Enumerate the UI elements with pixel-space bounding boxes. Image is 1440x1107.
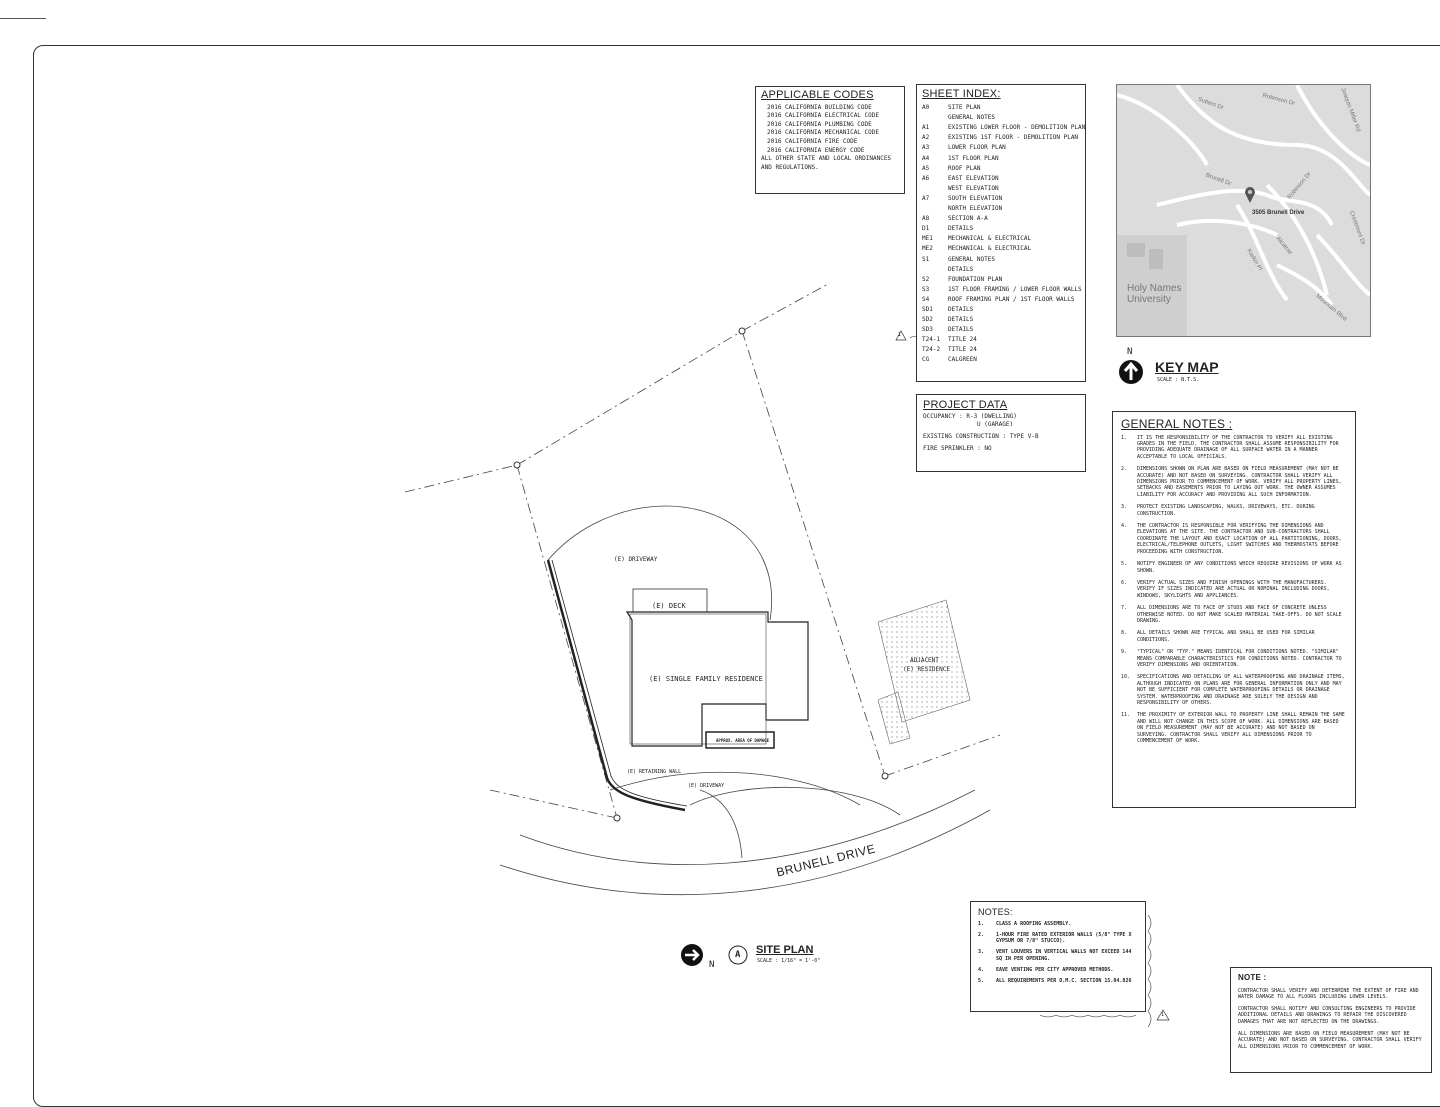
sheet-description: MECHANICAL & ELECTRICAL — [948, 245, 1032, 253]
general-note — [1121, 649, 1347, 668]
key-map-street-6: Crestmont Dr — [1347, 210, 1366, 246]
fire-note-paragraph: ALL DIMENSIONS ARE BASED ON FIELD MEASUREMENT (MAY NOT BE ACCURATE) AND NOT BASED ON SURVEYING. CONTRACTOR SHALL VERIFY ALL DIMENSIONS PRIOR TO COMMENCEMENT OF WORK. — [1238, 1031, 1422, 1050]
code-item: 2016 CALIFORNIA MECHANICAL CODE — [767, 129, 879, 137]
sheet-index-row — [922, 275, 1080, 285]
sheet-description: DETAILS — [948, 265, 974, 273]
project-data-box — [916, 394, 1086, 472]
sheet-description: SECTION A-A — [948, 215, 988, 223]
sheet-description: EXISTING LOWER FLOOR - DEMOLITION PLAN — [948, 124, 1086, 132]
sheet-index-row — [922, 174, 1080, 184]
sheet-index-row — [922, 285, 1080, 295]
construction-line: EXISTING CONSTRUCTION : TYPE V-B — [923, 433, 1039, 440]
sheet-index-row — [922, 234, 1080, 244]
sheet-code — [922, 184, 942, 194]
general-note-text: "TYPICAL" OR "TYP." MEANS IDENTICAL FOR CONDITIONS NOTED. "SIMILAR" MEANS COMPARABLE CHARACTERISTICS FOR CONDITIONS NOTED. CONTRACTOR TO VERIFY DIMENSIONS AND ORIENTATION. — [1137, 649, 1342, 668]
fire-note-paragraph: CONTRACTOR SHALL VERIFY AND DETERMINE THE EXTENT OF FIRE AND WATER DAMAGE TO ALL FLOORS INCLUDING LOWER LEVELS. — [1238, 987, 1419, 1000]
notes-box — [970, 901, 1146, 1012]
general-note-number: 1. — [1121, 434, 1128, 441]
retaining-wall-label: (E) RETAINING WALL — [627, 769, 682, 775]
sheet-index-row — [922, 103, 1080, 113]
key-map-image — [1116, 84, 1371, 337]
sheet-description: ROOF PLAN — [948, 164, 981, 172]
key-map-street-2: Robinson Dr — [1261, 92, 1296, 108]
sheet-code: A8 — [922, 215, 930, 223]
note-text: EAVE VENTING PER CITY APPROVED METHODS. — [996, 967, 1114, 974]
code-item: 2016 CALIFORNIA FIRE CODE — [767, 137, 858, 145]
sheet-code: T24-1 — [922, 336, 941, 344]
key-map-pin-label: 3505 Brunell Drive — [1252, 210, 1305, 216]
sheet-index-title: SHEET INDEX: — [922, 88, 1001, 100]
sheet-description: LOWER FLOOR PLAN — [948, 144, 1006, 152]
keymap-north-label: N — [1127, 347, 1133, 357]
general-note-text: PROTECT EXISTING LANDSCAPING, WALKS, DRIVEWAYS, ETC. DURING CONSTRUCTION. — [1137, 504, 1315, 517]
general-note — [1121, 674, 1347, 706]
sheet-index-row — [922, 133, 1080, 143]
sheet-code: ME1 — [922, 235, 933, 243]
sheet-description: 1ST FLOOR PLAN — [948, 154, 999, 162]
sheet-description: MECHANICAL & ELECTRICAL — [948, 235, 1032, 243]
general-note — [1121, 630, 1347, 643]
fire-note-list — [1238, 988, 1424, 1050]
general-note-number: 10. — [1121, 674, 1131, 681]
sheet-code: ME2 — [922, 245, 933, 253]
general-note-text: SPECIFICATIONS AND DETAILING OF ALL WATERPROOFING AND DRAINAGE ITEMS, ALTHOUGH INDICATED ON PLANS ARE FOR GENERAL INFORMATION ONLY AND MAY NOT BE SUFFICIENT FOR COMPLETE WATERPROOFING DETAILS OR DRAINAGE SYSTEM. WATERPROOFING AND DRAINAGE ARE SOLELY THE DESIGN AND RESPONSIBILITY OF OTHERS. — [1137, 674, 1345, 706]
sheet-index-row — [922, 184, 1080, 194]
note-item — [978, 967, 1138, 973]
general-note-number: 4. — [1121, 523, 1128, 530]
note-text: 1-HOUR FIRE RATED EXTERIOR WALLS (5/8" TYPE X GYPSUM OR 7/8" STUCCO). — [996, 931, 1132, 945]
sheet-description: DETAILS — [948, 305, 974, 313]
general-note-number: 9. — [1121, 649, 1128, 656]
sheet-index-row — [922, 113, 1080, 123]
general-note — [1121, 580, 1347, 599]
sheet-index-row — [922, 255, 1080, 265]
applicable-codes-box — [755, 86, 905, 194]
general-note — [1121, 523, 1347, 555]
sheet-index-row — [922, 164, 1080, 174]
general-notes-list — [1121, 435, 1347, 745]
general-note-number: 2. — [1121, 466, 1128, 473]
key-map-street-9: Alcatraz — [1274, 235, 1294, 257]
sheet-code: SD3 — [922, 326, 933, 334]
sheet-index-row — [922, 305, 1080, 315]
note-item — [978, 978, 1138, 984]
notes-list — [978, 921, 1138, 985]
applicable-codes-footer: ALL OTHER STATE AND LOCAL ORDINANCES AND REGULATIONS. — [761, 155, 892, 171]
sheet-index-row — [922, 143, 1080, 153]
sheet-description: WEST ELEVATION — [948, 184, 999, 192]
site-plan-north-label: N — [709, 960, 715, 970]
sheet-description: DETAILS — [948, 225, 974, 233]
sheet-index-row — [922, 244, 1080, 254]
sheet-code: A3 — [922, 144, 930, 152]
general-note — [1121, 504, 1347, 517]
general-note-number: 7. — [1121, 605, 1128, 612]
note-text: ALL REQUIREMENTS PER O.M.C. SECTION 15.04.826 — [996, 978, 1132, 985]
general-note-text: DIMENSIONS SHOWN ON PLAN ARE BASED ON FIELD MEASUREMENT (MAY NOT BE ACCURATE) AND NOT BASED ON SURVEYING. CONTRACTOR SHALL VERIFY ALL DIMENSIONS PRIOR TO COMMENCEMENT OF WORK. VERIFY ALL PROPERTY LINES, SETBACKS AND EASEMENTS PRIOR TO LAYING OUT WORK. THE OWNER ASSUMES LIABILITY FOR ACCURACY AND PROVIDING ALL SUCH INFORMATION. — [1137, 466, 1342, 498]
note-number: 4. — [978, 967, 985, 974]
driveway-bottom-label: (E) DRIVEWAY — [688, 783, 725, 789]
sheet-index-row — [922, 194, 1080, 204]
site-plan-scale: SCALE : 1/16" = 1'-0" — [757, 958, 821, 964]
sheet-index-box — [916, 84, 1086, 382]
sheet-description: NORTH ELEVATION — [948, 205, 1003, 213]
sheet-description: EXISTING 1ST FLOOR - DEMOLITION PLAN — [948, 134, 1079, 142]
sheet-index-row — [922, 154, 1080, 164]
sheet-index-row — [922, 325, 1080, 335]
sheet-code — [922, 265, 942, 275]
key-map-street-4: Brunell Dr — [1204, 172, 1232, 188]
sheet-description: EAST ELEVATION — [948, 174, 999, 182]
general-note-number: 11. — [1121, 712, 1131, 719]
sheet-description: GENERAL NOTES — [948, 255, 995, 263]
notes-title: NOTES: — [978, 907, 1013, 917]
sheet-index-row — [922, 335, 1080, 345]
sheet-index-row — [922, 214, 1080, 224]
key-map-street-3: Joaquin Miller Rd — [1339, 87, 1361, 133]
sheet-code: SD1 — [922, 305, 933, 313]
sheet-code: A7 — [922, 194, 930, 202]
site-plan-title: SITE PLAN — [756, 944, 814, 956]
property-corners — [514, 328, 888, 821]
occupancy-line: OCCUPANCY : R-3 (DWELLING) — [923, 413, 1017, 420]
general-note-number: 6. — [1121, 579, 1128, 586]
general-notes-title: GENERAL NOTES : — [1121, 417, 1233, 431]
fire-note-title: NOTE : — [1238, 973, 1267, 982]
keymap-scale: SCALE : N.T.S. — [1157, 377, 1200, 383]
sheet-description: DETAILS — [948, 316, 974, 324]
sheet-code: S1 — [922, 255, 930, 263]
sheet-code: A1 — [922, 124, 930, 132]
general-note-text: NOTIFY ENGINEER OF ANY CONDITIONS WHICH REQUIRE REVISIONS OF WORK AS SHOWN. — [1137, 561, 1342, 574]
sheet-index-row — [922, 295, 1080, 305]
sheet-code: A0 — [922, 104, 930, 112]
note-text: CLASS A ROOFING ASSEMBLY. — [996, 920, 1072, 927]
sheet-code — [922, 204, 942, 214]
driveway-top-label: (E) DRIVEWAY — [614, 556, 658, 563]
general-notes-box — [1112, 411, 1356, 808]
sheet-code: SD2 — [922, 316, 933, 324]
site-plan-detail-letter: A — [735, 950, 741, 960]
sheet-code: S4 — [922, 295, 930, 303]
keymap-title: KEY MAP — [1155, 359, 1219, 375]
fire-note-box — [1230, 967, 1432, 1073]
damage-label: APPROX. AREA OF DAMAGE — [716, 738, 769, 743]
general-note-text: ALL DETAILS SHOWN ARE TYPICAL AND SHALL BE USED FOR SIMILAR CONDITIONS. — [1137, 630, 1315, 643]
key-map-street-8: Karkin Pl — [1245, 248, 1263, 272]
code-item: 2016 CALIFORNIA BUILDING CODE — [767, 103, 872, 111]
general-note — [1121, 561, 1347, 574]
sheet-code: T24-2 — [922, 346, 941, 354]
code-item: 2016 CALIFORNIA ELECTRICAL CODE — [767, 112, 879, 120]
general-note-text: IT IS THE RESPONSIBILITY OF THE CONTRACTOR TO VERIFY ALL EXISTING GRADES IN THE FIELD. THE CONTRACTOR SHALL ASSUME RESPONSIBILITY FOR PROVIDING ADEQUATE DRAINAGE OF ALL SURFACE WATER IN A MANNER ACCEPTABLE TO LOCAL OFFICIALS. — [1137, 434, 1339, 460]
sheet-description: DETAILS — [948, 326, 974, 334]
sheet-index-list — [922, 103, 1086, 365]
occupancy-line-2: U (GARAGE) — [977, 421, 1014, 428]
deck-label: (E) DECK — [652, 602, 686, 610]
note-number: 3. — [978, 949, 985, 956]
key-map-street-1: Sutters Dr — [1196, 96, 1225, 112]
sheet-code: S3 — [922, 285, 930, 293]
sheet-code — [922, 113, 942, 123]
sheet-index-row — [922, 345, 1080, 355]
general-note — [1121, 712, 1347, 744]
sheet-description: TITLE 24 — [948, 346, 977, 354]
note-number: 1. — [978, 920, 985, 927]
project-data-title: PROJECT DATA — [923, 399, 1008, 411]
general-note — [1121, 466, 1347, 498]
keymap-north-arrow — [1119, 360, 1143, 384]
code-item: 2016 CALIFORNIA PLUMBING CODE — [767, 120, 872, 128]
adjacent-label-1: ADJACENT — [910, 657, 939, 664]
general-note — [1121, 435, 1347, 461]
sheet-code: A6 — [922, 174, 930, 182]
sheet-index-row — [922, 224, 1080, 234]
street-label: BRUNELL DRIVE — [775, 841, 877, 880]
key-map-landmark: Holy Names University — [1127, 283, 1182, 305]
note-text: VENT LOUVERS IN VERTICAL WALLS NOT EXCEED 144 SQ IN PER OPENING. — [996, 949, 1132, 962]
sheet-index-row — [922, 355, 1080, 365]
sheet-description: GENERAL NOTES — [948, 114, 995, 122]
applicable-codes-title: APPLICABLE CODES — [761, 89, 874, 101]
revision-tag-notes: 1 — [1161, 1012, 1165, 1018]
sheet-description: FOUNDATION PLAN — [948, 275, 1003, 283]
sprinkler-line: FIRE SPRINKLER : NO — [923, 445, 992, 452]
residence-label: (E) SINGLE FAMILY RESIDENCE — [649, 675, 763, 683]
sheet-index-row — [922, 265, 1080, 275]
general-note-text: VERIFY ACTUAL SIZES AND FINISH OPENINGS WITH THE MANUFACTURERS. VERIFY IF SIZES INDICATED ARE ACTUAL OR NOMINAL INCLUDING DOORS, WINDOWS, SKYLIGHTS AND APPLIANCES. — [1137, 579, 1330, 599]
sheet-code: S2 — [922, 275, 930, 283]
general-note-number: 8. — [1121, 630, 1128, 637]
sheet-code: A5 — [922, 164, 930, 172]
sheet-code: CG — [922, 356, 930, 364]
fire-note-paragraph: CONTRACTOR SHALL NOTIFY AND CONSULTING ENGINEERS TO PROVIDE ADDITIONAL DETAILS AND DRAWINGS TO REPAIR THE DISCOVERED DAMAGES THAT ARE NOT REFLECTED ON THE DRAWINGS. — [1238, 1006, 1416, 1025]
note-number: 5. — [978, 978, 985, 985]
note-item — [978, 921, 1138, 927]
sheet-description: 1ST FLOOR FRAMING / LOWER FLOOR WALLS — [948, 285, 1082, 293]
note-number: 2. — [978, 931, 985, 938]
sheet-description: ROOF FRAMING PLAN / 1ST FLOOR WALLS — [948, 295, 1075, 303]
sheet-index-row — [922, 123, 1086, 133]
revision-tag-index: 1 — [898, 332, 902, 338]
sheet-description: SOUTH ELEVATION — [948, 194, 1003, 202]
key-map-street-5: Robinson Dr — [1286, 171, 1313, 201]
general-note-number: 5. — [1121, 561, 1128, 568]
general-note-text: THE CONTRACTOR IS RESPONSIBLE FOR VERIFYING THE DIMENSIONS AND ELEVATIONS AT THE SITE. THE CONTRACTOR AND SUB-CONTRACTORS SHALL COORDINATE THE LAYOUT AND EXACT LOCATION OF ALL PARTITIONING, DOORS, ELECTRICAL/TELEPHONE OUTLETS, LIGHT SWITCHES AND THERMOSTATS BEFORE PROCEEDING WITH CONSTRUCTION. — [1137, 523, 1342, 555]
sheet-index-row — [922, 204, 1080, 214]
sheet-code: A4 — [922, 154, 930, 162]
general-note-text: ALL DIMENSIONS ARE TO FACE OF STUDS AND FACE OF CONCRETE UNLESS OTHERWISE NOTED. DO NOT MAKE SCALED MATERIAL TAKE-OFFS. DO NOT SCALE DRAWING. — [1137, 605, 1342, 624]
general-note-text: THE PROXIMITY OF EXTERIOR WALL TO PROPERTY LINE SHALL REMAIN THE SAME AND WILL NOT CHANGE IN THIS SCOPE OF WORK. ALL DIMENSIONS ARE BASED ON FIELD MEASUREMENT (MAY NOT BE ACCURATE) AND NOT BASED ON SURVEYING. CONTRACTOR SHALL VERIFY ALL DIMENSIONS PRIOR TO COMMENCEMENT OF WORK. — [1137, 712, 1345, 745]
sheet-code: D1 — [922, 225, 930, 233]
applicable-codes-list — [761, 104, 899, 156]
sheet-index-row — [922, 315, 1080, 325]
general-note-number: 3. — [1121, 504, 1128, 511]
code-item: 2016 CALIFORNIA ENERGY CODE — [767, 146, 865, 154]
note-item — [978, 932, 1138, 945]
sheet-description: TITLE 24 — [948, 336, 977, 344]
sheet-description: CALGREEN — [948, 356, 977, 364]
general-note — [1121, 605, 1347, 624]
sheet-description: SITE PLAN — [948, 104, 981, 112]
key-map-street-7: Mountain Blvd — [1314, 293, 1348, 323]
adjacent-label-2: (E) RESIDENCE — [903, 666, 950, 673]
note-item — [978, 949, 1138, 962]
sheet-code: A2 — [922, 134, 930, 142]
